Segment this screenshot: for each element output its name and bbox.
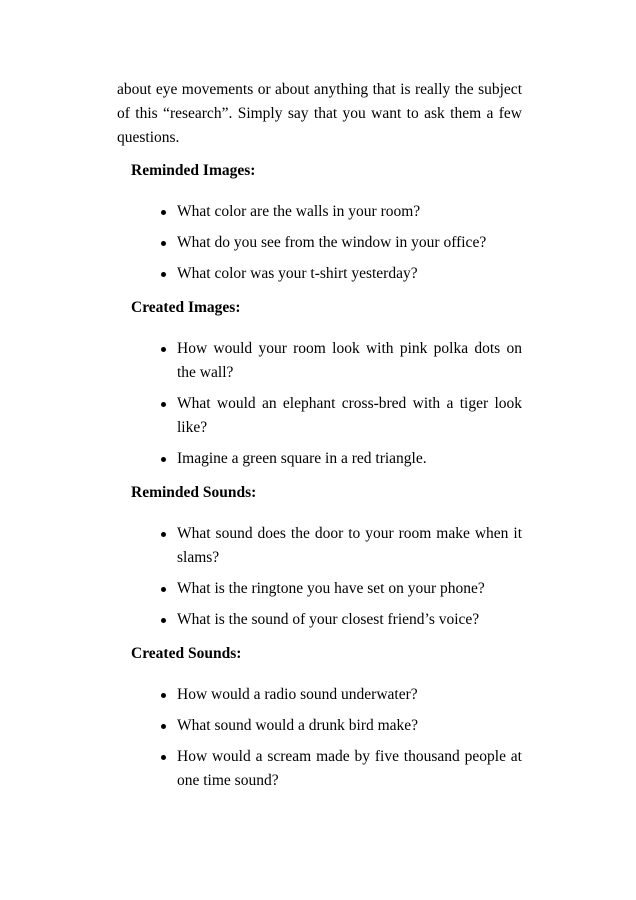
section-heading: Created Images: [131,299,241,316]
section-reminded-images [117,159,522,286]
list-item [117,447,522,471]
list-item [117,522,522,570]
section-created-sounds [117,642,522,793]
list-item [117,714,522,738]
list-item-text: What sound does the door to your room make when it slams? [177,525,522,566]
list-item [117,262,522,286]
document-page [117,78,522,800]
bullet-icon [161,210,166,215]
bullet-icon [161,693,166,698]
bullet-icon [161,755,166,760]
list-item [117,577,522,601]
bullet-icon [161,724,166,729]
list-item-text: What is the sound of your closest friend’s voice? [177,611,480,628]
section-reminded-sounds [117,481,522,632]
bullet-icon [161,532,166,537]
list-item [117,608,522,632]
list-item-text: How would your room look with pink polka dots on the wall? [177,340,522,381]
list-item [117,337,522,385]
bullet-list [117,337,522,471]
list-item [117,392,522,440]
bullet-icon [161,402,166,407]
list-item-text: What color are the walls in your room? [177,203,421,220]
list-item-text: What sound would a drunk bird make? [177,717,419,734]
list-item-text: What color was your t-shirt yesterday? [177,265,418,282]
list-item-text: Imagine a green square in a red triangle. [177,450,427,467]
section-heading: Reminded Sounds: [131,484,257,501]
bullet-list [117,522,522,632]
section-heading: Reminded Images: [131,162,256,179]
list-item-text: What do you see from the window in your office? [177,234,487,251]
bullet-list [117,200,522,286]
list-item-text: What would an elephant cross-bred with a tiger look like? [177,395,522,436]
list-item-text: How would a radio sound underwater? [177,686,418,703]
list-item [117,231,522,255]
bullet-icon [161,272,166,277]
list-item-text: What is the ringtone you have set on your phone? [177,580,485,597]
bullet-list [117,683,522,793]
bullet-icon [161,241,166,246]
intro-paragraph: about eye movements or about anything that is really the subject of this “research”. Simply say that you want to ask them a few questions. [117,81,522,146]
list-item [117,200,522,224]
bullet-icon [161,347,166,352]
bullet-icon [161,457,166,462]
bullet-icon [161,618,166,623]
section-created-images [117,296,522,471]
list-item [117,683,522,707]
list-item [117,745,522,793]
list-item-text: How would a scream made by five thousand people at one time sound? [177,748,522,789]
bullet-icon [161,587,166,592]
section-heading: Created Sounds: [131,645,242,662]
